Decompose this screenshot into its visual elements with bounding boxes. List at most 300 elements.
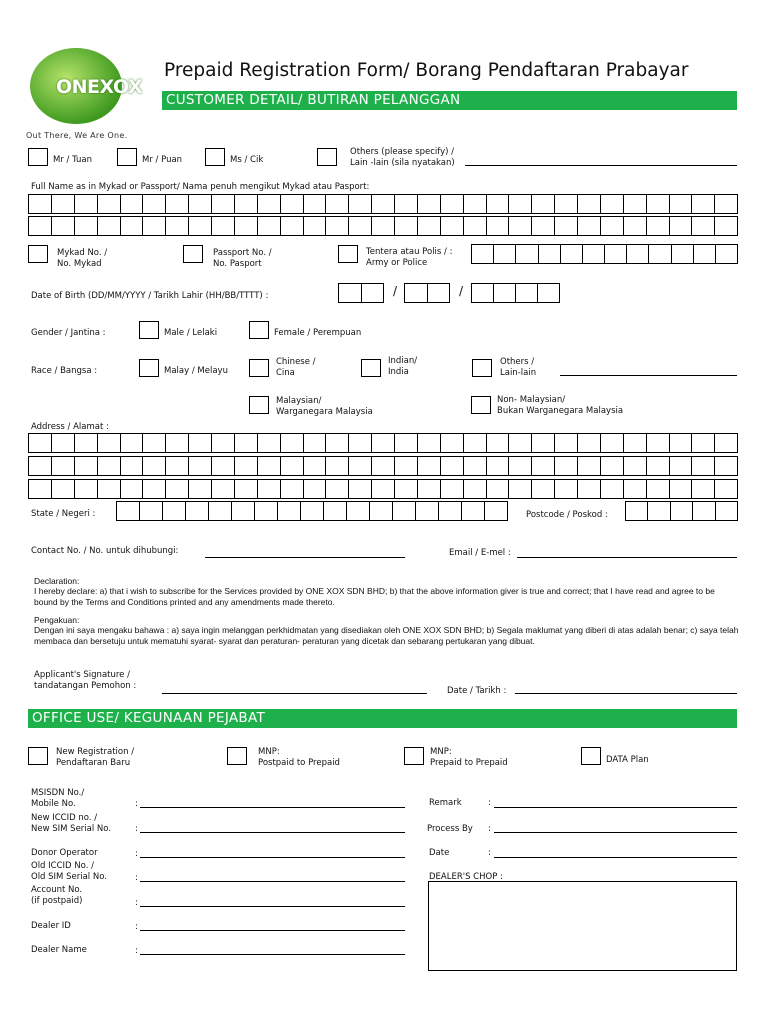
char-cell[interactable] (281, 195, 304, 213)
char-cell[interactable] (189, 457, 212, 475)
char-cell[interactable] (715, 217, 738, 235)
dealer-chop-label: DEALER'S CHOP : (429, 872, 503, 882)
char-cell[interactable] (121, 434, 144, 452)
gender-option-label: Female / Perempuan (274, 328, 362, 338)
char-cell[interactable] (186, 502, 209, 520)
race-option-label: Indian/ India (388, 356, 418, 377)
char-cell[interactable] (258, 195, 281, 213)
char-cell[interactable] (716, 502, 738, 520)
race-indian-checkbox[interactable] (361, 359, 381, 377)
char-cell[interactable] (304, 217, 327, 235)
char-cell[interactable] (472, 284, 494, 302)
race-others-field[interactable] (560, 375, 737, 376)
char-cell[interactable] (626, 502, 648, 520)
char-cell[interactable] (464, 457, 487, 475)
char-cell[interactable] (278, 502, 301, 520)
char-cell[interactable] (487, 434, 510, 452)
char-cell[interactable] (692, 195, 715, 213)
char-cell[interactable] (304, 457, 327, 475)
char-cell[interactable] (98, 434, 121, 452)
char-cell[interactable] (555, 217, 578, 235)
char-cell[interactable] (441, 195, 464, 213)
char-cell[interactable] (494, 245, 516, 263)
char-cell[interactable] (258, 217, 281, 235)
dob-separator: / (459, 284, 464, 298)
char-cell[interactable] (304, 434, 327, 452)
char-cell[interactable] (578, 480, 601, 498)
address-grid-row-3[interactable] (28, 479, 738, 499)
company-logo (26, 46, 148, 132)
dealer-id-label: Dealer ID (31, 921, 71, 931)
char-cell[interactable] (692, 434, 715, 452)
char-cell[interactable] (509, 457, 532, 475)
signature-label: Applicant's Signature / tandatangan Pemohon : (34, 670, 137, 691)
char-cell[interactable] (715, 195, 738, 213)
char-cell[interactable] (532, 480, 555, 498)
char-cell[interactable] (670, 434, 693, 452)
char-cell[interactable] (649, 245, 671, 263)
char-cell[interactable] (52, 217, 75, 235)
salutation-label: Mr / Puan (142, 155, 183, 165)
char-cell[interactable] (166, 480, 189, 498)
field-colon: : (135, 799, 138, 809)
race-option-label: Malay / Melayu (164, 366, 228, 376)
contact-label: Contact No. / No. untuk dihubungi: (31, 546, 179, 556)
char-cell[interactable] (624, 480, 647, 498)
char-cell[interactable] (189, 434, 212, 452)
donor-operator-field[interactable] (140, 857, 405, 858)
new-iccid-field[interactable] (140, 832, 405, 833)
char-cell[interactable] (347, 502, 370, 520)
char-cell[interactable] (671, 502, 693, 520)
fullname-label: Full Name as in Mykad or Passport/ Nama penuh mengikut Mykad atau Pasport: (31, 182, 370, 192)
passport-checkbox[interactable] (183, 245, 203, 263)
char-cell[interactable] (555, 457, 578, 475)
char-cell[interactable] (121, 217, 144, 235)
char-cell[interactable] (75, 195, 98, 213)
char-cell[interactable] (532, 457, 555, 475)
field-colon: : (488, 798, 491, 808)
char-cell[interactable] (516, 284, 538, 302)
char-cell[interactable] (189, 195, 212, 213)
char-cell[interactable] (143, 217, 166, 235)
char-cell[interactable] (624, 434, 647, 452)
char-cell[interactable] (472, 245, 494, 263)
gender-option-label: Male / Lelaki (164, 328, 218, 338)
char-cell[interactable] (693, 502, 715, 520)
office-type-label: New Registration / Pendaftaran Baru (56, 747, 135, 768)
declaration-title: Declaration: (34, 576, 80, 586)
char-cell[interactable] (349, 434, 372, 452)
gender-female-checkbox[interactable] (249, 321, 269, 339)
declaration-text: I hereby declare: a) that i wish to subscribe for the Services provided by ONE XOX SDN BHD; b) that the above information giver is true and correct; that I have read and agree to be bound by the Terms and Conditions printed and any amendments made thereto. (34, 586, 715, 607)
char-cell[interactable] (509, 480, 532, 498)
char-cell[interactable] (255, 502, 278, 520)
char-cell[interactable] (143, 457, 166, 475)
salutation-mr-tuan-checkbox[interactable] (28, 148, 48, 166)
char-cell[interactable] (647, 217, 670, 235)
field-colon: : (135, 946, 138, 956)
char-cell[interactable] (370, 502, 393, 520)
char-cell[interactable] (555, 195, 578, 213)
char-cell[interactable] (583, 245, 605, 263)
race-chinese-checkbox[interactable] (249, 359, 269, 377)
char-cell[interactable] (395, 480, 418, 498)
contact-number-field[interactable] (205, 557, 405, 558)
char-cell[interactable] (235, 217, 258, 235)
dob-day-grid[interactable] (338, 283, 384, 303)
char-cell[interactable] (166, 217, 189, 235)
char-cell[interactable] (75, 217, 98, 235)
char-cell[interactable] (647, 480, 670, 498)
char-cell[interactable] (326, 457, 349, 475)
char-cell[interactable] (647, 457, 670, 475)
mnp-postpaid-checkbox[interactable] (227, 747, 247, 765)
char-cell[interactable] (439, 502, 462, 520)
char-cell[interactable] (670, 195, 693, 213)
char-cell[interactable] (601, 217, 624, 235)
msisdn-field[interactable] (140, 807, 405, 808)
char-cell[interactable] (212, 217, 235, 235)
char-cell[interactable] (326, 434, 349, 452)
nationality-label: Non- Malaysian/ Bukan Warganegara Malaysia (497, 395, 624, 416)
army-police-checkbox[interactable] (338, 245, 358, 263)
char-cell[interactable] (258, 480, 281, 498)
dob-label: Date of Birth (DD/MM/YYYY / Tarikh Lahir (HH/BB/TTTT) : (31, 291, 269, 301)
new-iccid-label: New ICCID no. / New SIM Serial No. (31, 813, 112, 834)
char-cell[interactable] (75, 434, 98, 452)
char-cell[interactable] (372, 217, 395, 235)
char-cell[interactable] (578, 195, 601, 213)
char-cell[interactable] (281, 217, 304, 235)
char-cell[interactable] (516, 245, 538, 263)
char-cell[interactable] (601, 480, 624, 498)
char-cell[interactable] (692, 480, 715, 498)
char-cell[interactable] (441, 434, 464, 452)
char-cell[interactable] (324, 502, 347, 520)
process-by-field[interactable] (494, 832, 737, 833)
id-type-label: Mykad No. / No. Mykad (57, 248, 108, 269)
char-cell[interactable] (692, 457, 715, 475)
char-cell[interactable] (212, 434, 235, 452)
char-cell[interactable] (605, 245, 627, 263)
char-cell[interactable] (98, 195, 121, 213)
data-plan-checkbox[interactable] (581, 747, 601, 765)
char-cell[interactable] (281, 457, 304, 475)
char-cell[interactable] (281, 434, 304, 452)
address-grid-row-1[interactable] (28, 433, 738, 453)
char-cell[interactable] (75, 457, 98, 475)
char-cell[interactable] (212, 457, 235, 475)
char-cell[interactable] (487, 195, 510, 213)
char-cell[interactable] (52, 195, 75, 213)
char-cell[interactable] (75, 480, 98, 498)
office-type-label: MNP: Prepaid to Prepaid (430, 747, 508, 768)
mykad-checkbox[interactable] (28, 245, 48, 263)
char-cell[interactable] (166, 434, 189, 452)
race-others-checkbox[interactable] (472, 359, 492, 377)
malaysian-checkbox[interactable] (249, 396, 269, 414)
dob-separator: / (393, 284, 398, 298)
char-cell[interactable] (166, 195, 189, 213)
char-cell[interactable] (627, 245, 649, 263)
race-malay-checkbox[interactable] (139, 359, 159, 377)
char-cell[interactable] (670, 480, 693, 498)
char-cell[interactable] (578, 217, 601, 235)
char-cell[interactable] (532, 217, 555, 235)
office-type-label: MNP: Postpaid to Prepaid (258, 747, 340, 768)
field-colon: : (488, 824, 491, 834)
char-cell[interactable] (52, 457, 75, 475)
dealer-chop-box[interactable] (428, 881, 737, 971)
char-cell[interactable] (143, 480, 166, 498)
char-cell[interactable] (715, 434, 738, 452)
char-cell[interactable] (29, 480, 52, 498)
char-cell[interactable] (418, 217, 441, 235)
char-cell[interactable] (143, 195, 166, 213)
char-cell[interactable] (716, 245, 738, 263)
remark-field[interactable] (494, 807, 737, 808)
char-cell[interactable] (487, 217, 510, 235)
char-cell[interactable] (281, 480, 304, 498)
char-cell[interactable] (189, 480, 212, 498)
office-date-label: Date (429, 848, 450, 858)
page-title: Prepaid Registration Form/ Borang Pendaftaran Prabayar (164, 60, 689, 81)
char-cell[interactable] (539, 245, 561, 263)
char-cell[interactable] (418, 195, 441, 213)
char-cell[interactable] (395, 457, 418, 475)
char-cell[interactable] (405, 284, 428, 302)
char-cell[interactable] (212, 195, 235, 213)
address-grid-row-2[interactable] (28, 456, 738, 476)
char-cell[interactable] (561, 245, 583, 263)
declaration-title-ms: Pengakuan: (34, 615, 80, 625)
non-malaysian-checkbox[interactable] (471, 396, 491, 414)
date-label: Date / Tarikh : (447, 686, 507, 696)
char-cell[interactable] (121, 195, 144, 213)
state-label: State / Negeri : (31, 509, 96, 519)
char-cell[interactable] (372, 434, 395, 452)
char-cell[interactable] (601, 434, 624, 452)
char-cell[interactable] (362, 284, 385, 302)
char-cell[interactable] (509, 217, 532, 235)
char-cell[interactable] (235, 457, 258, 475)
char-cell[interactable] (464, 195, 487, 213)
donor-operator-label: Donor Operator (31, 848, 98, 858)
dealer-name-field[interactable] (140, 954, 405, 955)
char-cell[interactable] (648, 502, 670, 520)
char-cell[interactable] (395, 217, 418, 235)
char-cell[interactable] (372, 480, 395, 498)
char-cell[interactable] (326, 217, 349, 235)
char-cell[interactable] (121, 457, 144, 475)
char-cell[interactable] (601, 195, 624, 213)
field-colon: : (135, 824, 138, 834)
char-cell[interactable] (117, 502, 140, 520)
char-cell[interactable] (235, 480, 258, 498)
char-cell[interactable] (485, 502, 508, 520)
mnp-prepaid-checkbox[interactable] (404, 747, 424, 765)
char-cell[interactable] (624, 195, 647, 213)
office-type-label: DATA Plan (606, 755, 649, 765)
char-cell[interactable] (163, 502, 186, 520)
char-cell[interactable] (509, 434, 532, 452)
dealer-name-label: Dealer Name (31, 945, 87, 955)
char-cell[interactable] (349, 457, 372, 475)
char-cell[interactable] (140, 502, 163, 520)
state-grid[interactable] (116, 501, 508, 521)
char-cell[interactable] (301, 502, 324, 520)
char-cell[interactable] (189, 217, 212, 235)
old-iccid-field[interactable] (140, 881, 405, 882)
salutation-ms-cik-checkbox[interactable] (205, 148, 225, 166)
char-cell[interactable] (339, 284, 362, 302)
account-no-label: Account No. (if postpaid) (31, 885, 83, 906)
salutation-mr-puan-checkbox[interactable] (117, 148, 137, 166)
char-cell[interactable] (538, 284, 560, 302)
char-cell[interactable] (462, 502, 485, 520)
char-cell[interactable] (29, 457, 52, 475)
char-cell[interactable] (428, 284, 451, 302)
char-cell[interactable] (98, 457, 121, 475)
char-cell[interactable] (715, 457, 738, 475)
char-cell[interactable] (578, 434, 601, 452)
char-cell[interactable] (694, 245, 716, 263)
char-cell[interactable] (393, 502, 416, 520)
char-cell[interactable] (349, 195, 372, 213)
char-cell[interactable] (235, 434, 258, 452)
char-cell[interactable] (235, 195, 258, 213)
char-cell[interactable] (209, 502, 232, 520)
char-cell[interactable] (487, 480, 510, 498)
char-cell[interactable] (304, 480, 327, 498)
logo-text: ONEXOX (56, 76, 143, 98)
char-cell[interactable] (464, 434, 487, 452)
char-cell[interactable] (29, 434, 52, 452)
signature-field[interactable] (162, 693, 427, 694)
char-cell[interactable] (143, 434, 166, 452)
process-by-label: Process By (427, 824, 473, 834)
others-label: Others (please specify) / Lain -lain (sila nyatakan) (350, 147, 455, 168)
char-cell[interactable] (258, 434, 281, 452)
char-cell[interactable] (555, 434, 578, 452)
tagline: Out There, We Are One. (26, 131, 128, 140)
char-cell[interactable] (395, 434, 418, 452)
customer-section-header: CUSTOMER DETAIL/ BUTIRAN PELANGGAN (162, 91, 737, 110)
char-cell[interactable] (418, 480, 441, 498)
char-cell[interactable] (532, 434, 555, 452)
char-cell[interactable] (647, 434, 670, 452)
fullname-grid-row-1[interactable] (28, 194, 738, 214)
old-iccid-label: Old ICCID No. / Old SIM Serial No. (31, 861, 107, 882)
postcode-grid[interactable] (625, 501, 738, 521)
id-type-label: Passport No. / No. Pasport (213, 248, 272, 269)
char-cell[interactable] (672, 245, 694, 263)
char-cell[interactable] (326, 480, 349, 498)
char-cell[interactable] (418, 434, 441, 452)
char-cell[interactable] (715, 480, 738, 498)
id-number-grid[interactable] (471, 244, 738, 264)
field-colon: : (135, 898, 138, 908)
char-cell[interactable] (212, 480, 235, 498)
race-option-label: Others / Lain-lain (500, 357, 537, 378)
char-cell[interactable] (624, 457, 647, 475)
fullname-grid-row-2[interactable] (28, 216, 738, 236)
char-cell[interactable] (509, 195, 532, 213)
salutation-others-checkbox[interactable] (317, 148, 337, 166)
char-cell[interactable] (98, 480, 121, 498)
char-cell[interactable] (441, 457, 464, 475)
msisdn-label: MSISDN No./ Mobile No. (31, 788, 85, 809)
char-cell[interactable] (578, 457, 601, 475)
others-specify-field[interactable] (465, 165, 737, 166)
char-cell[interactable] (395, 195, 418, 213)
char-cell[interactable] (166, 457, 189, 475)
char-cell[interactable] (52, 434, 75, 452)
char-cell[interactable] (98, 217, 121, 235)
race-option-label: Chinese / Cina (276, 357, 316, 378)
new-registration-checkbox[interactable] (28, 747, 48, 765)
signature-date-field[interactable] (515, 693, 737, 694)
gender-label: Gender / Jantina : (31, 328, 106, 338)
char-cell[interactable] (601, 457, 624, 475)
char-cell[interactable] (304, 195, 327, 213)
char-cell[interactable] (326, 195, 349, 213)
char-cell[interactable] (670, 457, 693, 475)
address-label: Address / Alamat : (31, 422, 109, 432)
char-cell[interactable] (29, 195, 52, 213)
char-cell[interactable] (441, 480, 464, 498)
char-cell[interactable] (441, 217, 464, 235)
char-cell[interactable] (692, 217, 715, 235)
char-cell[interactable] (349, 217, 372, 235)
char-cell[interactable] (670, 217, 693, 235)
char-cell[interactable] (52, 480, 75, 498)
char-cell[interactable] (487, 457, 510, 475)
char-cell[interactable] (232, 502, 255, 520)
char-cell[interactable] (372, 457, 395, 475)
salutation-label: Mr / Tuan (53, 155, 92, 165)
postcode-label: Postcode / Poskod : (526, 510, 608, 520)
field-colon: : (488, 848, 491, 858)
char-cell[interactable] (121, 480, 144, 498)
office-date-field[interactable] (494, 857, 737, 858)
char-cell[interactable] (555, 480, 578, 498)
char-cell[interactable] (464, 217, 487, 235)
account-no-field[interactable] (140, 906, 405, 907)
email-label: Email / E-mel : (449, 548, 511, 558)
char-cell[interactable] (532, 195, 555, 213)
char-cell[interactable] (349, 480, 372, 498)
dealer-id-field[interactable] (140, 930, 405, 931)
gender-male-checkbox[interactable] (139, 321, 159, 339)
email-field[interactable] (517, 557, 737, 558)
salutation-label: Ms / Cik (230, 155, 264, 165)
char-cell[interactable] (494, 284, 516, 302)
dob-year-grid[interactable] (471, 283, 560, 303)
dob-month-grid[interactable] (404, 283, 450, 303)
char-cell[interactable] (464, 480, 487, 498)
char-cell[interactable] (29, 217, 52, 235)
char-cell[interactable] (418, 457, 441, 475)
declaration-text-ms: Dengan ini saya mengaku bahawa : a) saya ingin melanggan perkhidmatan yang disediakan oleh ONE XOX SDN BHD; b) Segala maklumat yang diberi di atas adalah benar; c) saya telah membaca dan bersetuju untuk mematuhi syarat- syarat dan peraturan- peraturan yang dicetak dan sebarang pertukaran yang dibuat. (34, 625, 739, 646)
char-cell[interactable] (624, 217, 647, 235)
char-cell[interactable] (647, 195, 670, 213)
char-cell[interactable] (372, 195, 395, 213)
office-section-header: OFFICE USE/ KEGUNAAN PEJABAT (28, 709, 737, 728)
char-cell[interactable] (416, 502, 439, 520)
char-cell[interactable] (258, 457, 281, 475)
